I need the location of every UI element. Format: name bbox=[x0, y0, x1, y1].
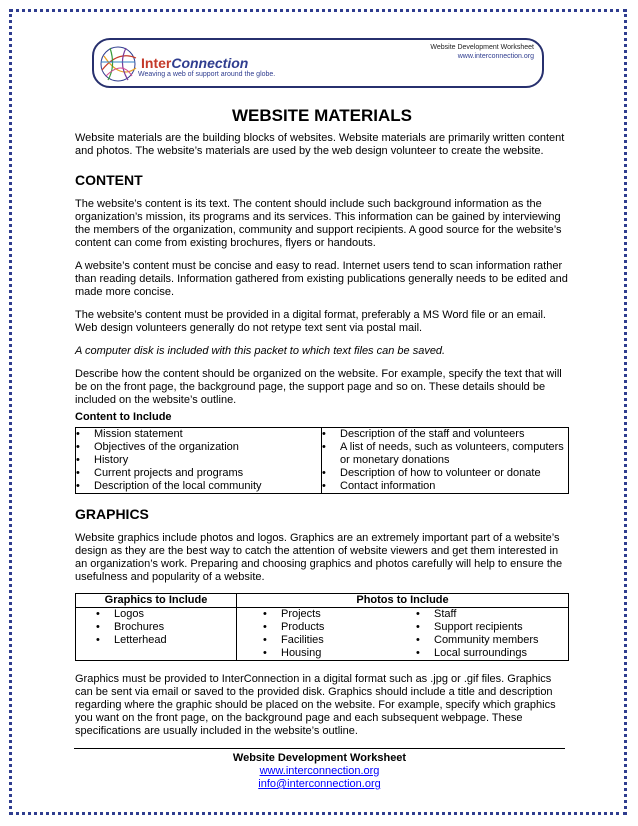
list-item: • Logos bbox=[114, 608, 236, 621]
photos-table-header: Photos to Include bbox=[237, 594, 569, 608]
list-item: • Mission statement bbox=[94, 428, 321, 441]
graphics-table-header: Graphics to Include bbox=[76, 594, 237, 608]
list-item: • Description of the local community bbox=[94, 480, 321, 493]
photos-list-2 bbox=[404, 608, 568, 660]
graphics-paragraph-2: Graphics must be provided to InterConnection in a digital format such as .jpg or .gif files. Graphics can be sent via email or saved to the provided disk. Graphics should include a title and description regarding where the graphic should be placed on the website. For example, specify which graphics you want on the front page, on the background page and each subsequent webpage. These specifications are usually included in the website’s outline. bbox=[75, 673, 556, 737]
list-item: • Contact information bbox=[340, 480, 568, 493]
footer-title: Website Development Worksheet bbox=[232, 752, 407, 764]
content-paragraph-1: The website’s content is its text. The content should include such background information as the organization’s mission, its programs and its services. This information can be gained by interviewing the members of the organization, community and support recipients. A good source for the website’s content can come from existing brochures, flyers or handouts. bbox=[75, 198, 562, 249]
footer-website-link[interactable]: www.interconnection.org bbox=[259, 765, 380, 777]
brand-tagline: Weaving a web of support around the globe. bbox=[138, 71, 276, 78]
list-item: • Community members bbox=[434, 634, 568, 647]
content-list-right bbox=[322, 428, 568, 493]
list-item: • Brochures bbox=[114, 621, 236, 634]
list-item: • Housing bbox=[281, 647, 404, 660]
content-paragraph-4: A computer disk is included with this packet to which text files can be saved. bbox=[75, 345, 446, 357]
header-doc-label: Website Development Worksheet bbox=[430, 44, 534, 51]
list-item: • Projects bbox=[281, 608, 404, 621]
footer bbox=[74, 752, 565, 791]
content-include-label: Content to Include bbox=[75, 411, 172, 423]
content-paragraph-3: The website’s content must be provided in a digital format, preferably a MS Word file or an email. Web design volunteers generally do not retype text sent via postal mail. bbox=[75, 309, 546, 334]
graphics-heading: GRAPHICS bbox=[75, 506, 149, 522]
globe-web-logo-icon bbox=[96, 40, 144, 86]
content-include-table bbox=[75, 427, 569, 494]
brand-name: InterConnection bbox=[141, 55, 249, 71]
content-paragraph-5: Describe how the content should be organized on the website. For example, specify the text that will be on the front page, the background page, the support page and so on. These details should be included on the website’s outline. bbox=[75, 368, 562, 406]
content-list-left bbox=[76, 428, 321, 493]
header-doc-info bbox=[430, 43, 534, 61]
footer-email-link[interactable]: info@interconnection.org bbox=[258, 778, 381, 790]
header-doc-url: www.interconnection.org bbox=[457, 53, 534, 60]
content-heading: CONTENT bbox=[75, 172, 143, 188]
list-item: • Local surroundings bbox=[434, 647, 568, 660]
content-paragraph-2: A website’s content must be concise and easy to read. Internet users tend to scan information rather than reading details. Information gathered from existing publications generally needs to be edited and made more concise. bbox=[75, 260, 568, 298]
list-item: • History bbox=[94, 454, 321, 467]
list-item: • A list of needs, such as volunteers, computers or monetary donations bbox=[340, 441, 568, 467]
main-content bbox=[75, 106, 569, 738]
list-item: • Support recipients bbox=[434, 621, 568, 634]
graphics-list bbox=[76, 608, 236, 647]
intro-paragraph: Website materials are the building blocks of websites. Website materials are primarily written content and photos. The website’s materials are used by the web design volunteer to create the website. bbox=[75, 132, 565, 157]
list-item: • Description of how to volunteer or donate bbox=[340, 467, 568, 480]
graphics-include-table bbox=[75, 593, 569, 661]
list-item: • Objectives of the organization bbox=[94, 441, 321, 454]
footer-divider bbox=[74, 748, 565, 749]
list-item: • Staff bbox=[434, 608, 568, 621]
list-item: • Letterhead bbox=[114, 634, 236, 647]
list-item: • Products bbox=[281, 621, 404, 634]
list-item: • Facilities bbox=[281, 634, 404, 647]
list-item: • Description of the staff and volunteers bbox=[340, 428, 568, 441]
photos-list-1 bbox=[237, 608, 404, 660]
page-title: WEBSITE MATERIALS bbox=[231, 106, 413, 125]
graphics-paragraph-1: Website graphics include photos and logos. Graphics are an extremely important part of a website’s design as they are the best way to catch the attention of website viewers and get them interested in an organization’s work. Preparing and choosing graphics and photos carefully will help to ensure the usefulness and popularity of a website. bbox=[75, 532, 563, 583]
list-item: • Current projects and programs bbox=[94, 467, 321, 480]
